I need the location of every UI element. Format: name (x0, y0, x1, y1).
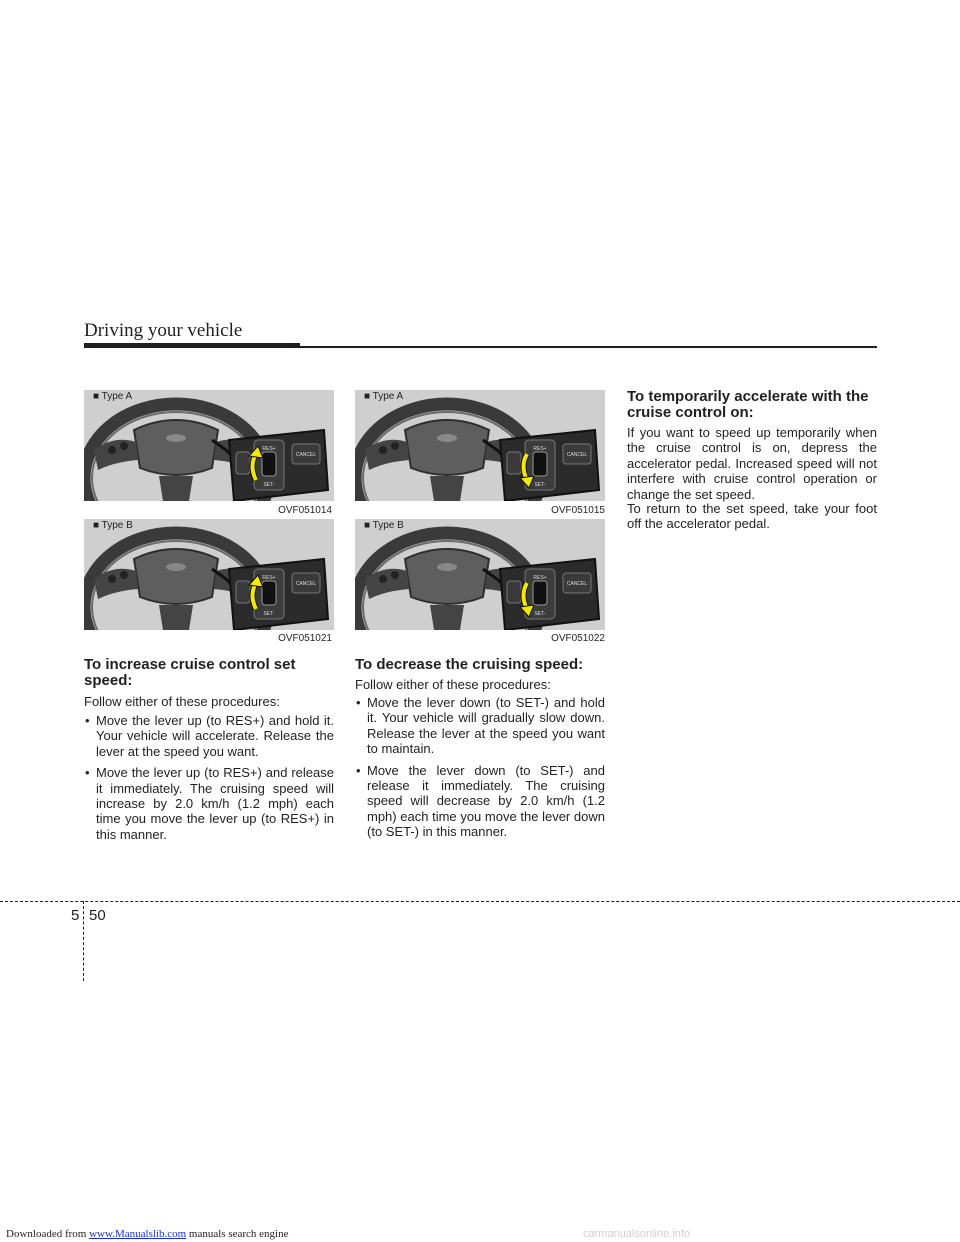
heading-decrease-speed: To decrease the cruising speed: (355, 656, 584, 673)
page-divider-vertical (83, 901, 84, 981)
figure-code: OVF051021 (278, 633, 332, 644)
footer-suffix: manuals search engine (186, 1228, 289, 1240)
bullet-list-decrease (355, 695, 605, 846)
figure-label: ■ Type B (364, 520, 404, 531)
res-label: RES+ (533, 446, 547, 452)
figure-type-b-increase (84, 519, 334, 630)
set-label: SET- (534, 611, 546, 617)
steering-wheel-illustration (355, 390, 605, 501)
cancel-label: CANCEL (566, 452, 588, 458)
paragraph: To return to the set speed, take your foot off the accelerator pedal. (627, 501, 877, 532)
heading-temporary-accelerate: To temporarily accelerate with the cruise control on: (627, 388, 869, 421)
res-label: RES+ (262, 446, 276, 452)
download-footer (6, 1228, 288, 1240)
list-item: • Move the lever up (to RES+) and release it immediately. The cruising speed will increase by 2.0 km/h (1.2 mph) each time you move the lever up (to RES+) in this manner. (84, 765, 334, 842)
set-label: SET- (534, 482, 546, 488)
figure-label: ■ Type A (364, 391, 404, 402)
steering-wheel-illustration (355, 519, 605, 630)
res-label: RES+ (262, 575, 276, 581)
cruise-switch-closeup (229, 559, 328, 630)
figure-code: OVF051014 (278, 505, 332, 516)
res-label: RES+ (533, 575, 547, 581)
chapter-number: 5 (71, 907, 80, 924)
heading-increase-speed: To increase cruise control set speed: (84, 656, 296, 689)
manualslib-link[interactable]: www.Manualslib.com (89, 1228, 187, 1240)
header-rule (84, 346, 877, 348)
cruise-switch-closeup (500, 559, 599, 630)
steering-wheel-illustration (84, 390, 334, 501)
cancel-label: CANCEL (566, 581, 588, 587)
cruise-switch-closeup (500, 430, 599, 501)
cancel-label: CANCEL (295, 452, 317, 458)
set-label: SET- (263, 482, 275, 488)
cruise-switch-closeup (229, 430, 328, 501)
running-header: Driving your vehicle (84, 320, 243, 341)
list-item: • Move the lever up (to RES+) and hold it. Your vehicle will accelerate. Release the lever at the speed you want. (84, 713, 334, 759)
airbag-hub (134, 549, 218, 604)
footer-prefix: Downloaded from (6, 1228, 90, 1240)
airbag-hub (134, 420, 218, 475)
intro-decrease: Follow either of these procedures: (355, 677, 551, 692)
intro-increase: Follow either of these procedures: (84, 694, 280, 709)
airbag-hub (405, 420, 489, 475)
figure-type-a-decrease (355, 390, 605, 501)
list-item: • Move the lever down (to SET-) and release it immediately. The cruising speed will decrease by 2.0 km/h (1.2 mph) each time you move the lever down (to SET-) in this manner. (355, 763, 605, 840)
list-item: • Move the lever down (to SET-) and hold it. Your vehicle will gradually slow down. Release the lever at the speed you want to maintain. (355, 695, 605, 757)
figure-label: ■ Type B (93, 520, 133, 531)
cancel-label: CANCEL (295, 581, 317, 587)
bullet-list-increase (84, 713, 334, 848)
watermark: carmanualsonline.info (583, 1228, 691, 1240)
figure-type-b-decrease (355, 519, 605, 630)
steering-wheel-illustration (84, 519, 334, 630)
airbag-hub (405, 549, 489, 604)
page-divider (0, 901, 960, 902)
figure-type-a-increase (84, 390, 334, 501)
paragraph: If you want to speed up temporarily when the cruise control is on, depress the accelerator pedal. Increased speed will not interfere with cruise control operation or change the set speed. (627, 425, 877, 502)
figure-label: ■ Type A (93, 391, 133, 402)
page-number: 50 (89, 907, 106, 924)
set-label: SET- (263, 611, 275, 617)
figure-code: OVF051022 (551, 633, 605, 644)
figure-code: OVF051015 (551, 505, 605, 516)
